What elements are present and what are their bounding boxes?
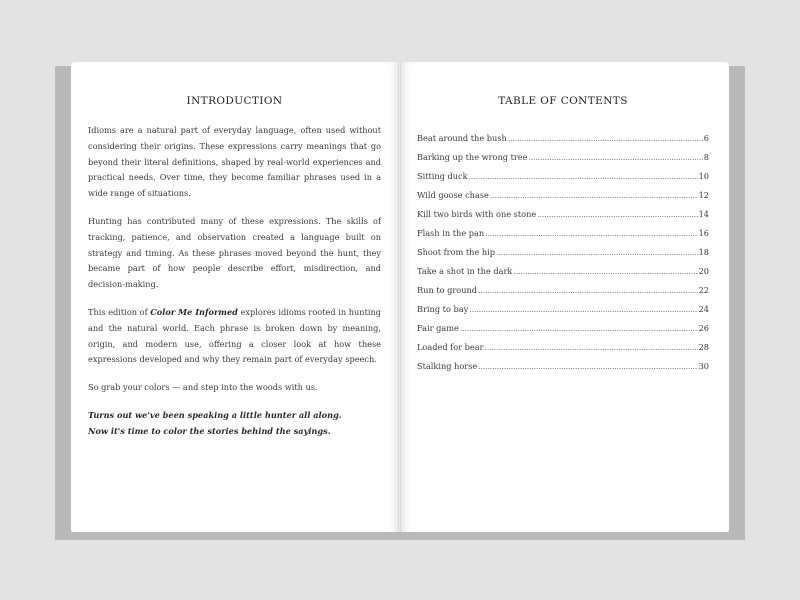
toc-entry[interactable]	[417, 300, 709, 319]
closing-line-1: Turns out we've been speaking a little hunter all along.	[88, 409, 342, 420]
toc-entry-title: Run to ground	[417, 285, 478, 295]
toc-heading: TABLE OF CONTENTS	[498, 95, 628, 107]
toc-leader-dots	[513, 262, 697, 281]
toc-entry-title: Take a shot in the dark	[417, 266, 513, 276]
intro-paragraph-1: Idioms are a natural part of everyday language, often used without considering their origins. These expressions carry meanings that go beyond their literal definitions, shaped by real-world experiences and practical needs. Over time, they become familiar phrases used in a wide range of situations.	[88, 125, 381, 199]
toc-entry-title: Kill two birds with one stone	[417, 209, 537, 219]
toc-list	[417, 129, 709, 376]
intro-paragraph-4: So grab your colors — and step into the woods with us.	[88, 382, 318, 393]
toc-entry-title: Bring to bay	[417, 304, 469, 314]
toc-entry-page: 24	[698, 304, 709, 314]
toc-entry-page: 16	[698, 228, 709, 238]
toc-entry-title: Wild goose chase	[417, 190, 489, 200]
toc-leader-dots	[529, 148, 703, 167]
toc-leader-dots	[460, 319, 698, 338]
closing-line-2: Now it's time to color the stories behind the sayings.	[88, 425, 331, 436]
toc-entry[interactable]	[417, 186, 709, 205]
toc-entry-page: 28	[698, 342, 709, 352]
toc-entry-page: 20	[698, 266, 709, 276]
toc-entry[interactable]	[417, 262, 709, 281]
toc-entry-title: Loaded for bear	[417, 342, 484, 352]
toc-entry-page: 6	[703, 133, 709, 143]
toc-entry[interactable]	[417, 357, 709, 376]
toc-leader-dots	[485, 338, 698, 357]
toc-leader-dots	[469, 167, 698, 186]
toc-entry-page: 14	[698, 209, 709, 219]
toc-entry-title: Sitting duck	[417, 171, 468, 181]
toc-entry-title: Beat around the bush	[417, 133, 507, 143]
toc-entry[interactable]	[417, 224, 709, 243]
toc-entry-page: 30	[698, 361, 709, 371]
toc-entry[interactable]	[417, 319, 709, 338]
intro-paragraph-3-after: explores idioms rooted in hunting and the natural world. Each phrase is broken down by meaning, origin, and modern use, offering a closer look at how these expressions developed and why they remain part of everyday speech.	[88, 306, 381, 365]
toc-entry-page: 8	[703, 152, 709, 162]
toc-entry[interactable]	[417, 205, 709, 224]
toc-entry-title: Fair game	[417, 323, 459, 333]
toc-entry-page: 26	[698, 323, 709, 333]
toc-entry-title: Stalking horse	[417, 361, 478, 371]
intro-paragraph-3	[88, 305, 381, 368]
toc-entry[interactable]	[417, 167, 709, 186]
toc-entry[interactable]	[417, 281, 709, 300]
toc-entry[interactable]	[417, 243, 709, 262]
toc-leader-dots	[508, 129, 703, 148]
toc-entry-title: Barking up the wrong tree	[417, 152, 528, 162]
toc-entry[interactable]	[417, 148, 709, 167]
toc-leader-dots	[485, 224, 697, 243]
toc-leader-dots	[537, 205, 697, 224]
toc-entry-page: 18	[698, 247, 709, 257]
toc-entry-title: Flash in the pan	[417, 228, 485, 238]
toc-leader-dots	[469, 300, 697, 319]
toc-leader-dots	[490, 186, 698, 205]
toc-leader-dots	[478, 357, 697, 376]
toc-entry[interactable]	[417, 129, 709, 148]
left-page	[71, 62, 399, 532]
introduction-heading: INTRODUCTION	[186, 95, 283, 107]
intro-paragraph-2: Hunting has contributed many of these expressions. The skills of tracking, patience, and observation created a language built on strategy and timing. As these phrases moved beyond the hunt, they became part of how people describe effort, misdirection, and decision-making.	[88, 215, 381, 290]
right-page	[401, 62, 729, 532]
toc-leader-dots	[496, 243, 698, 262]
book-title: Color Me Informed	[150, 306, 238, 317]
toc-entry-page: 22	[698, 285, 709, 295]
intro-paragraph-3-before: This edition of	[88, 306, 151, 317]
toc-entry[interactable]	[417, 338, 709, 357]
toc-leader-dots	[478, 281, 698, 300]
toc-entry-page: 10	[698, 171, 709, 181]
toc-entry-title: Shoot from the hip	[417, 247, 496, 257]
toc-entry-page: 12	[698, 190, 709, 200]
